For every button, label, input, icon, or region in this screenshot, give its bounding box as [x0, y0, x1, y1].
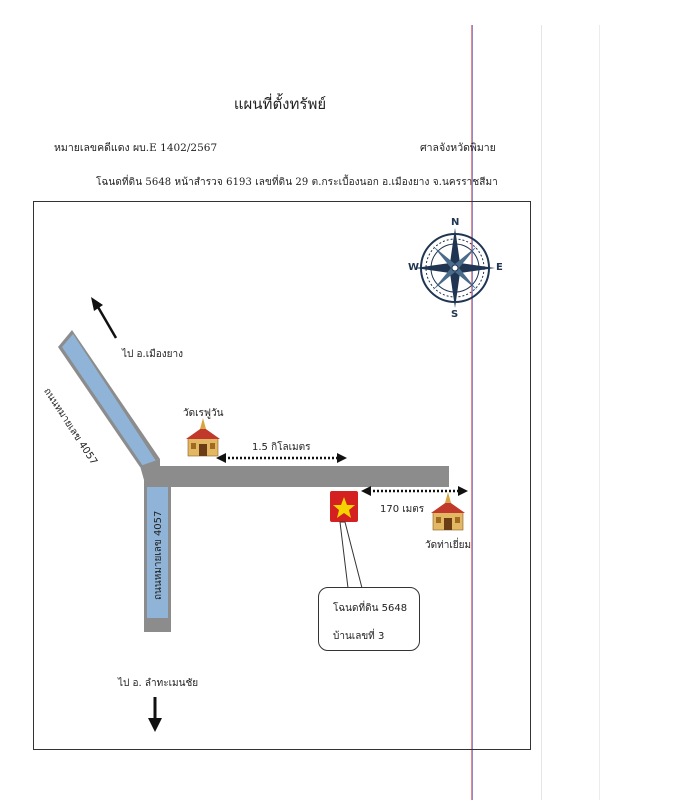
compass-south: S: [451, 309, 459, 320]
callout-house-number: บ้านเลขที่ 3: [333, 631, 385, 642]
compass-rose-icon: [415, 228, 495, 308]
to-mueang-yang-label: ไป อ.เมืองยาง: [122, 349, 183, 360]
callout-deed: โฉนดที่ดิน 5648: [333, 603, 408, 614]
temple-icon: [431, 492, 465, 530]
deed-description: โฉนดที่ดิน 5648 หน้าสำรวจ 6193 เลขที่ดิน 29 ต.กระเบื้องนอก อ.เมืองยาง จ.นครราชสีมา: [96, 177, 498, 188]
road-horizontal: [150, 466, 449, 487]
arrow-up-icon: [91, 297, 116, 338]
compass-west: W: [408, 262, 420, 273]
distance-short-label: 170 เมตร: [380, 504, 425, 515]
arrow-down-icon: [148, 697, 162, 732]
distance-arrow-short: [361, 486, 468, 496]
temple-left-label: วัดเรฟูวัน: [183, 408, 224, 419]
road-number-lower: ถนนหมายเลข 4057: [153, 510, 164, 600]
compass-north: N: [451, 217, 460, 228]
temple-icon: [186, 418, 220, 456]
distance-long-label: 1.5 กิโลเมตร: [252, 442, 311, 453]
property-callout: [318, 587, 420, 651]
court-name: ศาลจังหวัดพิมาย: [420, 142, 496, 154]
compass-east: E: [496, 262, 503, 273]
page-title: แผนที่ตั้งทรัพย์: [233, 95, 327, 113]
case-number: หมายเลขคดีแดง ผบ.E 1402/2567: [54, 142, 218, 154]
to-lamthamenchai-label: ไป อ. ลำทะเมนชัย: [118, 678, 199, 689]
callout-pointer: [340, 522, 362, 588]
temple-right-label: วัดท่าเยี่ยม: [425, 540, 472, 551]
road-number-upper: ถนนหมายเลข 4057: [41, 386, 100, 468]
star-marker-icon: [330, 491, 358, 522]
